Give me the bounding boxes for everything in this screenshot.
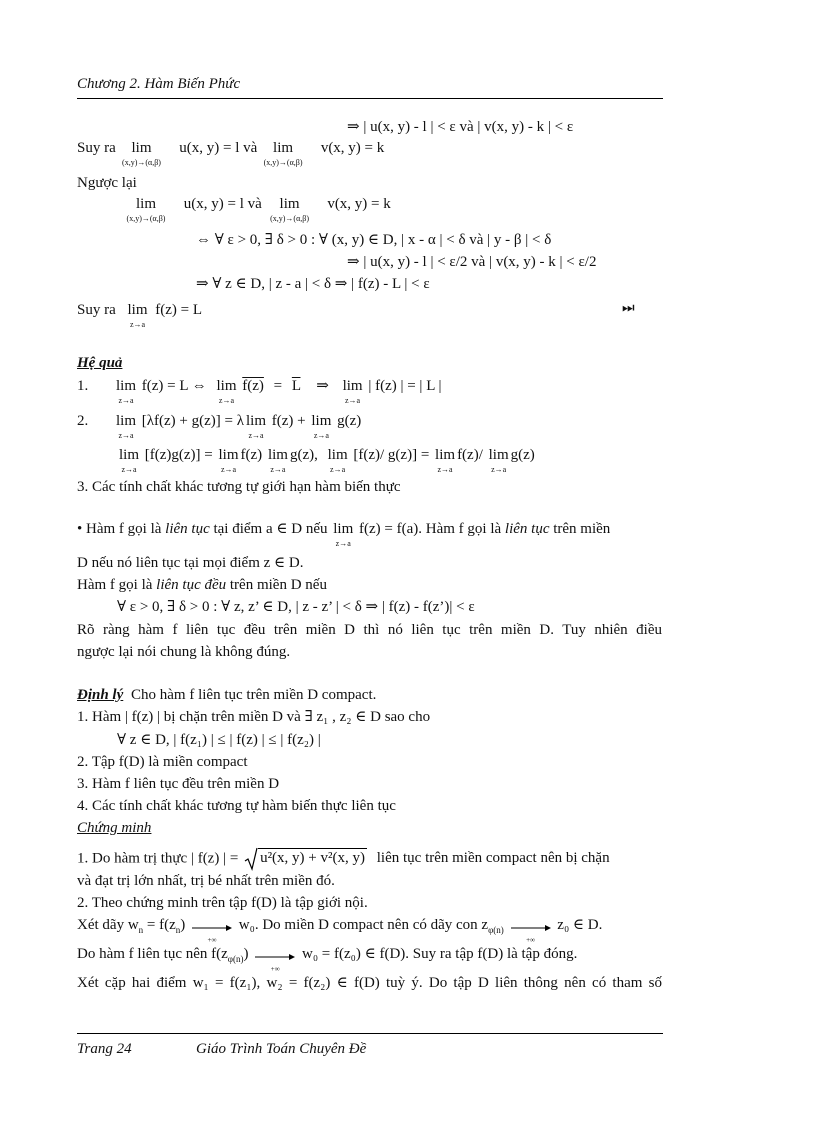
lim-word: lim — [435, 447, 456, 463]
text: Hàm f gọi là — [77, 577, 153, 593]
theorem-item-2: 2. Tập f(D) là miền compact — [77, 754, 248, 770]
proof-line-6: Xét cặp hai điểm w₁ = f(z₁), w₂ = f(z₂) ∈ f(D) tuỳ ý. Do tập D liên thông nên có tham số — [77, 975, 662, 991]
text: f(z) + — [271, 413, 306, 429]
lim-subscript: z→a — [491, 465, 507, 474]
text: u(x, y) = l và — [179, 140, 258, 156]
arrow-subscript: +∞ — [526, 935, 536, 944]
line-limits-2 — [120, 195, 391, 223]
lim-subscript: z→a — [248, 431, 264, 440]
lim-operator — [119, 446, 140, 474]
conjugate-L: $\overline{L}$ — [291, 378, 301, 394]
text: Suy ra — [77, 302, 116, 318]
text: 1. Do hàm trị thực | f(z) | = — [77, 850, 239, 867]
lim-operator — [126, 195, 166, 223]
line-equiv: ⇔ ∀ ε > 0, ∃ δ > 0 : ∀ (x, y) ∈ D, | x - α | < δ và | y - β | < δ — [196, 232, 552, 248]
text: g(z) — [337, 413, 362, 429]
text: Cho hàm f liên tục trên miền D compact. — [131, 687, 377, 703]
lim-word: lim — [333, 521, 354, 537]
sqrt-icon — [244, 847, 258, 871]
arrow-to-infinity — [192, 920, 232, 944]
text: | f(z) | = | L | — [368, 378, 442, 394]
proof-line-3: 2. Theo chứng minh trên tập f(D) là tập giới nội. — [77, 895, 368, 911]
theorem-item-4: 4. Các tính chất khác tương tự hàm biến thực liên tục — [77, 798, 396, 814]
line-suy-ra-2 — [77, 301, 203, 329]
sqrt-radicand: u²(x, y) + v²(x, y) — [260, 850, 365, 867]
text: Xét dãy w — [77, 917, 139, 933]
lim-subscript: (x,y)→(α,β) — [270, 214, 310, 223]
lim-subscript: (x,y)→(α,β) — [126, 214, 166, 223]
book-title: Giáo Trình Toán Chuyên Đề — [196, 1041, 367, 1057]
lim-subscript: z→a — [437, 465, 453, 474]
implies-symbol: ⇒ — [316, 378, 329, 394]
text: = f(z — [143, 917, 176, 933]
footer-rule — [77, 1033, 663, 1034]
lim-word: lim — [136, 196, 157, 212]
lim-word: lim — [273, 140, 294, 156]
lim-operator — [267, 446, 288, 474]
lim-operator — [342, 377, 363, 405]
line-implies-2: ⇒ | u(x, y) - l | < ε/2 và | v(x, y) - k | < ε/2 — [347, 254, 597, 270]
subscript: φ(n) — [227, 954, 244, 964]
lim-word: lim — [488, 447, 509, 463]
text: [f(z)g(z)] = — [144, 447, 213, 463]
line-implies-1: ⇒ | u(x, y) - l | < ε và | v(x, y) - k | < ε — [347, 119, 574, 135]
text: [λf(z) + g(z)] = λ — [141, 413, 245, 429]
lim-operator — [327, 446, 348, 474]
lim-word: lim — [279, 196, 300, 212]
text: g(z) — [510, 447, 535, 463]
arrow-subscript: +∞ — [270, 964, 280, 973]
text: f(z) = f(a). Hàm f gọi là — [359, 521, 502, 537]
lim-subscript: z→a — [118, 431, 134, 440]
text: • Hàm f gọi là — [77, 521, 162, 537]
lim-word: lim — [127, 302, 148, 318]
arrow-subscript: +∞ — [207, 935, 217, 944]
lim-word: lim — [342, 378, 363, 394]
line-suy-ra-1 — [77, 139, 385, 167]
text: ) — [243, 946, 249, 962]
lim-subscript: z→a — [313, 431, 329, 440]
text: = — [273, 378, 283, 394]
subscript: n — [138, 925, 144, 935]
page-header: Chương 2. Hàm Biến Phức — [77, 76, 241, 92]
lim-operator — [435, 446, 456, 474]
text: Suy ra — [77, 140, 116, 156]
text: g(z), — [289, 447, 318, 463]
text: tại điểm a ∈ D nếu — [213, 521, 328, 537]
text: f(z) = L ⇔ — [141, 378, 207, 394]
header-rule — [77, 98, 663, 99]
end-of-proof-icon: ⏭ — [622, 301, 635, 316]
text: f(z)/ — [457, 447, 483, 463]
lim-word: lim — [119, 447, 140, 463]
item-number: 2. — [77, 413, 89, 429]
text: v(x, y) = k — [320, 140, 385, 156]
line-nguoc-lai: Ngược lại — [77, 175, 137, 191]
lim-operator — [311, 412, 332, 440]
lim-word: lim — [218, 447, 239, 463]
item-number: 1. — [77, 378, 89, 394]
lim-word: lim — [327, 447, 348, 463]
lim-operator — [263, 139, 303, 167]
theorem-item-1b: ∀ z ∈ D, | f(z₁) | ≤ | f(z) | ≤ | f(z₂) | — [117, 732, 321, 748]
subscript: n — [175, 925, 181, 935]
lim-subscript: z→a — [330, 465, 346, 474]
lim-operator — [270, 195, 310, 223]
lim-subscript: (x,y)→(α,β) — [122, 158, 161, 167]
lim-operator — [246, 412, 267, 440]
text: trên miền — [553, 521, 611, 537]
arrow-to-infinity — [511, 920, 551, 944]
corollary-item-2 — [77, 412, 362, 440]
lim-word: lim — [116, 378, 137, 394]
corollary-item-2b — [117, 446, 535, 474]
lim-subscript: z→a — [121, 465, 137, 474]
lim-subscript: (x,y)→(α,β) — [263, 158, 303, 167]
text: trên miền D nếu — [229, 577, 327, 593]
text: w₀. Do miền D compact nên có dãy con z — [238, 917, 489, 933]
lim-operator — [116, 377, 137, 405]
text: v(x, y) = k — [327, 196, 391, 212]
proof-line-4 — [77, 916, 603, 944]
para-continuity — [77, 520, 611, 548]
text: w₀ = f(z₀) ∈ f(D). Suy ra tập f(D) là tập đóng. — [301, 946, 578, 962]
term: liên tục đều — [156, 577, 227, 593]
lim-operator — [122, 139, 161, 167]
heading-dinh-ly: Định lý — [77, 687, 124, 703]
uniform-definition: ∀ ε > 0, ∃ δ > 0 : ∀ z, z’ ∈ D, | z - z’ | < δ ⇒ | f(z) - f(z’)| < ε — [117, 599, 475, 615]
proof-line-5 — [77, 945, 578, 973]
theorem-line — [77, 686, 376, 704]
lim-subscript: z→a — [270, 465, 286, 474]
proof-line-1 — [77, 847, 610, 871]
para-remark: Rõ ràng hàm f liên tục đều trên miền D thì nó liên tục trên miền D. Tuy nhiên điều — [77, 622, 662, 638]
term: liên tục — [165, 521, 210, 537]
theorem-item-1: 1. Hàm | f(z) | bị chặn trên miền D và ∃ z₁ , z₂ ∈ D sao cho — [77, 709, 431, 725]
lim-subscript: z→a — [129, 320, 146, 329]
lim-word: lim — [116, 413, 137, 429]
lim-word: lim — [216, 378, 237, 394]
lim-operator — [218, 446, 239, 474]
lim-word: lim — [131, 140, 152, 156]
lim-word: lim — [267, 447, 288, 463]
lim-operator — [216, 377, 237, 405]
lim-operator — [127, 301, 148, 329]
para-uniform — [77, 576, 327, 594]
text: liên tục trên miền compact nên bị chặn — [376, 850, 610, 867]
heading-chung-minh: Chứng minh — [77, 820, 152, 836]
lim-word: lim — [246, 413, 267, 429]
text: ) — [180, 917, 186, 933]
proof-line-2: và đạt trị lớn nhất, trị bé nhất trên miền đó. — [77, 873, 335, 889]
heading-he-qua: Hệ quả — [77, 355, 123, 371]
text: z₀ ∈ D. — [557, 917, 603, 933]
page-number: Trang 24 — [77, 1041, 132, 1057]
text: u(x, y) = l và — [183, 196, 262, 212]
corollary-item-3: 3. Các tính chất khác tương tự giới hạn hàm biến thực — [77, 479, 401, 495]
text: [f(z)/ g(z)] = — [353, 447, 430, 463]
lim-word: lim — [311, 413, 332, 429]
lim-subscript: z→a — [345, 396, 361, 405]
arrow-to-infinity — [255, 949, 295, 973]
lim-subscript: z→a — [220, 465, 237, 474]
conjugate-f: f(z) — [242, 378, 264, 394]
text: Do hàm f liên tục nên f(z — [77, 946, 228, 962]
lim-operator — [116, 412, 137, 440]
corollary-item-1 — [77, 377, 442, 405]
para-continuity-2: D nếu nó liên tục tại mọi điểm z ∈ D. — [77, 555, 304, 571]
lim-operator — [488, 446, 509, 474]
theorem-item-3: 3. Hàm f liên tục đều trên miền D — [77, 776, 280, 792]
lim-subscript: z→a — [218, 396, 235, 405]
subscript: φ(n) — [488, 925, 504, 935]
text: f(z) = L — [155, 302, 203, 318]
term: liên tục — [504, 521, 550, 537]
lim-subscript: z→a — [118, 396, 134, 405]
text: f(z) — [240, 447, 263, 463]
lim-subscript: z→a — [335, 539, 351, 548]
para-remark-2: ngược lại nói chung là không đúng. — [77, 644, 291, 660]
lim-operator — [333, 520, 354, 548]
line-implies-3: ⇒ ∀ z ∈ D, | z - a | < δ ⇒ | f(z) - L | < ε — [196, 276, 430, 292]
